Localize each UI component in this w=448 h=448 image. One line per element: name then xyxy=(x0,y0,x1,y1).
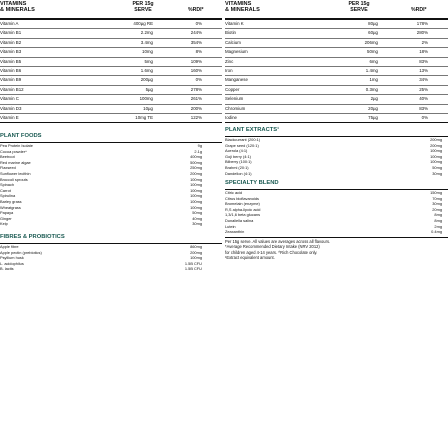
ingredient-name: Bilberry (100:1) xyxy=(225,159,252,165)
ingredient-amount: 70mg xyxy=(432,195,442,201)
fibres-heading: FIBRES & PROBIOTICS xyxy=(0,234,65,240)
nutrient-rdi: 34% xyxy=(419,77,428,83)
nutrient-name: Vitamin C xyxy=(0,96,19,102)
nutrient-amount: 5mg xyxy=(144,58,153,64)
header-title-line1: VITAMINS xyxy=(0,1,27,7)
ingredient-amount: 50mg xyxy=(192,210,202,216)
ingredient-amount: 100mg xyxy=(190,193,202,199)
ingredient-name: Beetroot xyxy=(0,154,15,160)
table-row xyxy=(0,48,222,57)
nutrient-name: Vitamin B3 xyxy=(0,49,22,55)
ingredient-name: Dunaliella salina xyxy=(225,217,254,223)
list-item xyxy=(0,221,222,227)
ingredient-name: Citric acid xyxy=(225,190,243,195)
header-title-line1: VITAMINS xyxy=(225,1,252,7)
ingredient-name: Goji berry (4:1) xyxy=(225,153,251,159)
ingredient-name: Kelp xyxy=(0,221,8,227)
nutrient-amount: 1mg xyxy=(369,77,378,83)
ingredient-name: Papaya xyxy=(0,210,14,216)
nutrient-name: Vitamin K xyxy=(225,21,244,26)
footnote-line: *Average Recommended Dietary Intake (NRV 2012) xyxy=(225,244,320,250)
nutrient-name: Calcium xyxy=(225,39,241,45)
nutrient-rdi: 83% xyxy=(419,105,428,111)
rdi-header: %RDI* xyxy=(411,7,427,13)
specialty-blend-list xyxy=(225,190,448,235)
ingredient-name: Flaxseed xyxy=(0,165,16,171)
ingredient-amount: 30mg xyxy=(432,201,442,207)
nutrient-amount: 1.4mg xyxy=(365,67,378,73)
nutrient-amount: 10mg TE xyxy=(135,114,153,120)
table-row xyxy=(0,95,222,104)
ingredient-amount: 100mg xyxy=(190,204,202,210)
table-row xyxy=(0,67,222,76)
nutrient-name: Iodine xyxy=(225,114,237,120)
ingredient-name: Sunflower lecithin xyxy=(0,170,31,176)
ingredient-name: Citrus bioflavanoids xyxy=(225,195,259,201)
serve-header xyxy=(128,1,158,13)
plant-foods-heading: PLANT FOODS xyxy=(0,133,42,139)
ingredient-amount: 1.5B CFU xyxy=(184,266,202,272)
ingredient-name: B. lactis xyxy=(0,266,14,272)
ingredient-name: Broccoli sprouts xyxy=(0,176,28,182)
plant-extracts-heading: PLANT EXTRACTS¹ xyxy=(225,127,280,133)
nutrient-amount: 60µg xyxy=(368,30,378,36)
ingredient-name: 1,3/1,6 beta glucans xyxy=(225,212,261,218)
ingredient-amount: 40mg xyxy=(192,215,202,221)
ingredient-amount: 400mg xyxy=(190,154,202,160)
nutrient-rdi: 0% xyxy=(421,114,428,120)
header-title-line2: & MINERALS xyxy=(0,7,35,13)
nutrient-amount: 1.6mg xyxy=(140,67,153,73)
nutrient-rdi: 261% xyxy=(190,96,202,102)
table-row xyxy=(225,58,448,67)
ingredient-amount: 100mg xyxy=(190,255,202,261)
ingredient-name: Apple pectin (prebiotics) xyxy=(0,249,42,255)
nutrient-name: Copper xyxy=(225,86,240,92)
nutrient-rdi: 18% xyxy=(419,49,428,55)
nutrient-rdi: 13% xyxy=(419,67,428,73)
table-row xyxy=(225,67,448,76)
nutrient-name: Vitamin B6 xyxy=(0,67,22,73)
ingredient-name: Cocoa powder^ xyxy=(0,148,27,154)
nutrient-rdi: 0% xyxy=(195,21,202,26)
ingredient-name: R,S alpha-lipoic acid xyxy=(225,206,261,212)
nutrient-name: Manganese xyxy=(225,77,248,83)
nutrient-name: Vitamin E xyxy=(0,114,19,120)
serve-header xyxy=(339,1,379,13)
ingredient-name: Carrot xyxy=(0,187,11,193)
footnote-line: Per 15g serve. All values are averages across all flavours. xyxy=(225,239,331,244)
ingredient-name: Grape seed (120:1) xyxy=(225,142,259,148)
header-title-line2: & MINERALS xyxy=(225,7,260,13)
ingredient-name: Bromelain (enzyme) xyxy=(225,201,260,207)
nutrient-name: Vitamin D3 xyxy=(0,105,22,111)
ingredient-name: Red marine algae xyxy=(0,159,31,165)
footnotes xyxy=(225,239,435,260)
ingredient-name: Dandelion (4:1) xyxy=(225,170,252,176)
ingredient-amount: 500mg xyxy=(190,159,202,165)
nutrient-rdi: 178% xyxy=(416,21,428,26)
nutrient-rdi: 244% xyxy=(190,30,202,36)
ingredient-amount: 200mg xyxy=(430,142,442,148)
nutrient-rdi: 200% xyxy=(190,105,202,111)
table-row xyxy=(225,39,448,48)
vitamin-table xyxy=(0,20,222,123)
ingredient-amount: 100mg xyxy=(430,148,442,154)
nutrient-name: Vitamin B9 xyxy=(0,77,22,83)
nutrient-rdi: 122% xyxy=(190,114,202,120)
nutrient-name: Biotin xyxy=(225,30,236,36)
nutrient-amount: 50mg xyxy=(367,49,378,55)
ingredient-name: Lutein xyxy=(225,223,236,229)
ingredient-name: Apple fibre xyxy=(0,244,19,249)
ingredient-amount: 8mg xyxy=(434,212,442,218)
table-row xyxy=(225,29,448,38)
ingredient-amount: 200mg xyxy=(190,170,202,176)
nutrient-name: Chromium xyxy=(225,105,246,111)
nutrient-amount: 200µg xyxy=(140,77,153,83)
nutrient-rdi: 278% xyxy=(190,86,202,92)
nutrient-name: Zinc xyxy=(225,58,234,64)
table-row xyxy=(0,114,222,123)
nutrient-amount: 2.2mg xyxy=(140,30,153,36)
ingredient-name: Barley grass xyxy=(0,198,22,204)
per-label: PER 15g xyxy=(132,1,154,7)
list-item xyxy=(225,229,448,235)
table-row xyxy=(0,58,222,67)
nutrient-name: Selenium xyxy=(225,96,244,102)
ingredient-name: Wheatgrass xyxy=(0,204,21,210)
nutrient-name: Iron xyxy=(225,67,233,73)
table-row xyxy=(225,86,448,95)
ingredient-name: Ginger xyxy=(0,215,12,221)
ingredient-name: Blackcurrant (200:1) xyxy=(225,137,261,142)
nutrient-rdi: 109% xyxy=(190,58,202,64)
nutrient-name: Magnesium xyxy=(225,49,248,55)
nutrient-amount: 5µg xyxy=(145,86,153,92)
footnote-line: for children aged 4-14 years. ^Rich Chocolate only. xyxy=(225,249,318,255)
nutrient-name: Vitamin B1 xyxy=(0,30,22,36)
right-column xyxy=(225,0,448,260)
ingredient-amount: 30mg xyxy=(432,170,442,176)
nutrient-rdi: 280% xyxy=(416,30,428,36)
ingredient-amount: 100mg xyxy=(190,198,202,204)
ingredient-amount: 250mg xyxy=(190,165,202,171)
left-column xyxy=(0,0,222,272)
per-label: PER 15g xyxy=(348,1,370,7)
table-row xyxy=(225,76,448,85)
ingredient-amount: 100mg xyxy=(190,176,202,182)
serve-label: SERVE xyxy=(134,7,152,13)
ingredient-amount: 200mg xyxy=(190,249,202,255)
table-row xyxy=(0,86,222,95)
mineral-table xyxy=(225,20,448,123)
table-row xyxy=(225,48,448,57)
table-row xyxy=(225,20,448,29)
table-row xyxy=(0,20,222,29)
nutrient-name: Vitamin B12 xyxy=(0,86,24,92)
nutrient-amount: 20µg xyxy=(368,105,378,111)
ingredient-amount: 100mg xyxy=(430,153,442,159)
serve-label: SERVE xyxy=(350,7,368,13)
ingredient-amount: 0.4mg xyxy=(431,229,442,235)
ingredient-amount: 30mg xyxy=(192,221,202,227)
nutrient-amount: 2µg xyxy=(370,96,378,102)
ingredient-amount: 200mg xyxy=(430,137,442,142)
nutrient-rdi: 40% xyxy=(419,96,428,102)
nutrient-amount: 80µg xyxy=(368,21,378,26)
table-row xyxy=(225,95,448,104)
ingredient-amount: 1.5B CFU xyxy=(184,260,202,266)
ingredient-amount: 860mg xyxy=(190,244,202,249)
ingredient-name: Acerola (4:1) xyxy=(225,148,248,154)
rdi-header: %RDI* xyxy=(188,7,204,13)
table-row xyxy=(0,76,222,85)
ingredient-amount: 150mg xyxy=(430,190,442,195)
table-row xyxy=(0,39,222,48)
footnote-line: ¹Extract equivalent amount. xyxy=(225,254,275,260)
nutrient-rdi: 25% xyxy=(419,86,428,92)
ingredient-name: Spirulina xyxy=(0,193,16,199)
ingredient-amount: 20mg xyxy=(432,206,442,212)
ingredient-amount: 100mg xyxy=(190,182,202,188)
nutrient-amount: 75µg xyxy=(368,114,378,120)
nutrient-name: Vitamin A xyxy=(0,21,19,26)
table-row xyxy=(225,114,448,123)
ingredient-amount: 8mg xyxy=(434,217,442,223)
table-row xyxy=(225,105,448,114)
nutrient-amount: 10mg xyxy=(142,49,153,55)
section-divider xyxy=(225,237,448,238)
nutrient-amount: 0.3mg xyxy=(365,86,378,92)
ingredient-name: Zeaxanthin xyxy=(225,229,245,235)
ingredient-amount: 100mg xyxy=(430,159,442,165)
nutrient-amount: 3.4mg xyxy=(140,39,153,45)
list-item xyxy=(225,171,448,177)
nutrient-name: Vitamin B5 xyxy=(0,58,22,64)
nutrient-rdi: 354% xyxy=(190,39,202,45)
ingredient-name: Spinach xyxy=(0,182,15,188)
specialty-blend-heading: SPECIALTY BLEND xyxy=(225,180,279,186)
nutrient-amount: 100mg xyxy=(139,96,153,102)
nutrient-amount: 400µg RE xyxy=(133,21,153,26)
table-row xyxy=(0,105,222,114)
ingredient-name: Brahmi (20:1) xyxy=(225,164,249,170)
list-item xyxy=(0,266,222,272)
plant-foods-list xyxy=(0,143,222,227)
nutrient-rdi: 0% xyxy=(195,77,202,83)
ingredient-amount: 100mg xyxy=(190,187,202,193)
fibres-list xyxy=(0,244,222,272)
ingredient-amount: 50mg xyxy=(432,164,442,170)
plant-extracts-list xyxy=(225,137,448,176)
ingredient-name: Pea Protein Isolate xyxy=(0,143,33,148)
ingredient-amount: 2mg xyxy=(434,223,442,229)
nutrient-rdi: 8% xyxy=(195,49,202,55)
nutrient-name: Vitamin B2 xyxy=(0,39,22,45)
nutrient-amount: 10µg xyxy=(143,105,153,111)
ingredient-name: L. acidophilus xyxy=(0,260,24,266)
nutrient-rdi: 2% xyxy=(421,39,428,45)
ingredient-name: Psyllium husk xyxy=(0,255,24,261)
table-row xyxy=(0,29,222,38)
nutrient-rdi: 83% xyxy=(419,58,428,64)
ingredient-amount: 2.1g xyxy=(194,148,202,154)
nutrient-rdi: 160% xyxy=(190,67,202,73)
nutrient-amount: 6mg xyxy=(369,58,378,64)
nutrient-amount: 206mg xyxy=(364,39,378,45)
table-header xyxy=(0,0,222,20)
table-header xyxy=(225,0,448,20)
ingredient-amount: 9g xyxy=(197,143,202,148)
